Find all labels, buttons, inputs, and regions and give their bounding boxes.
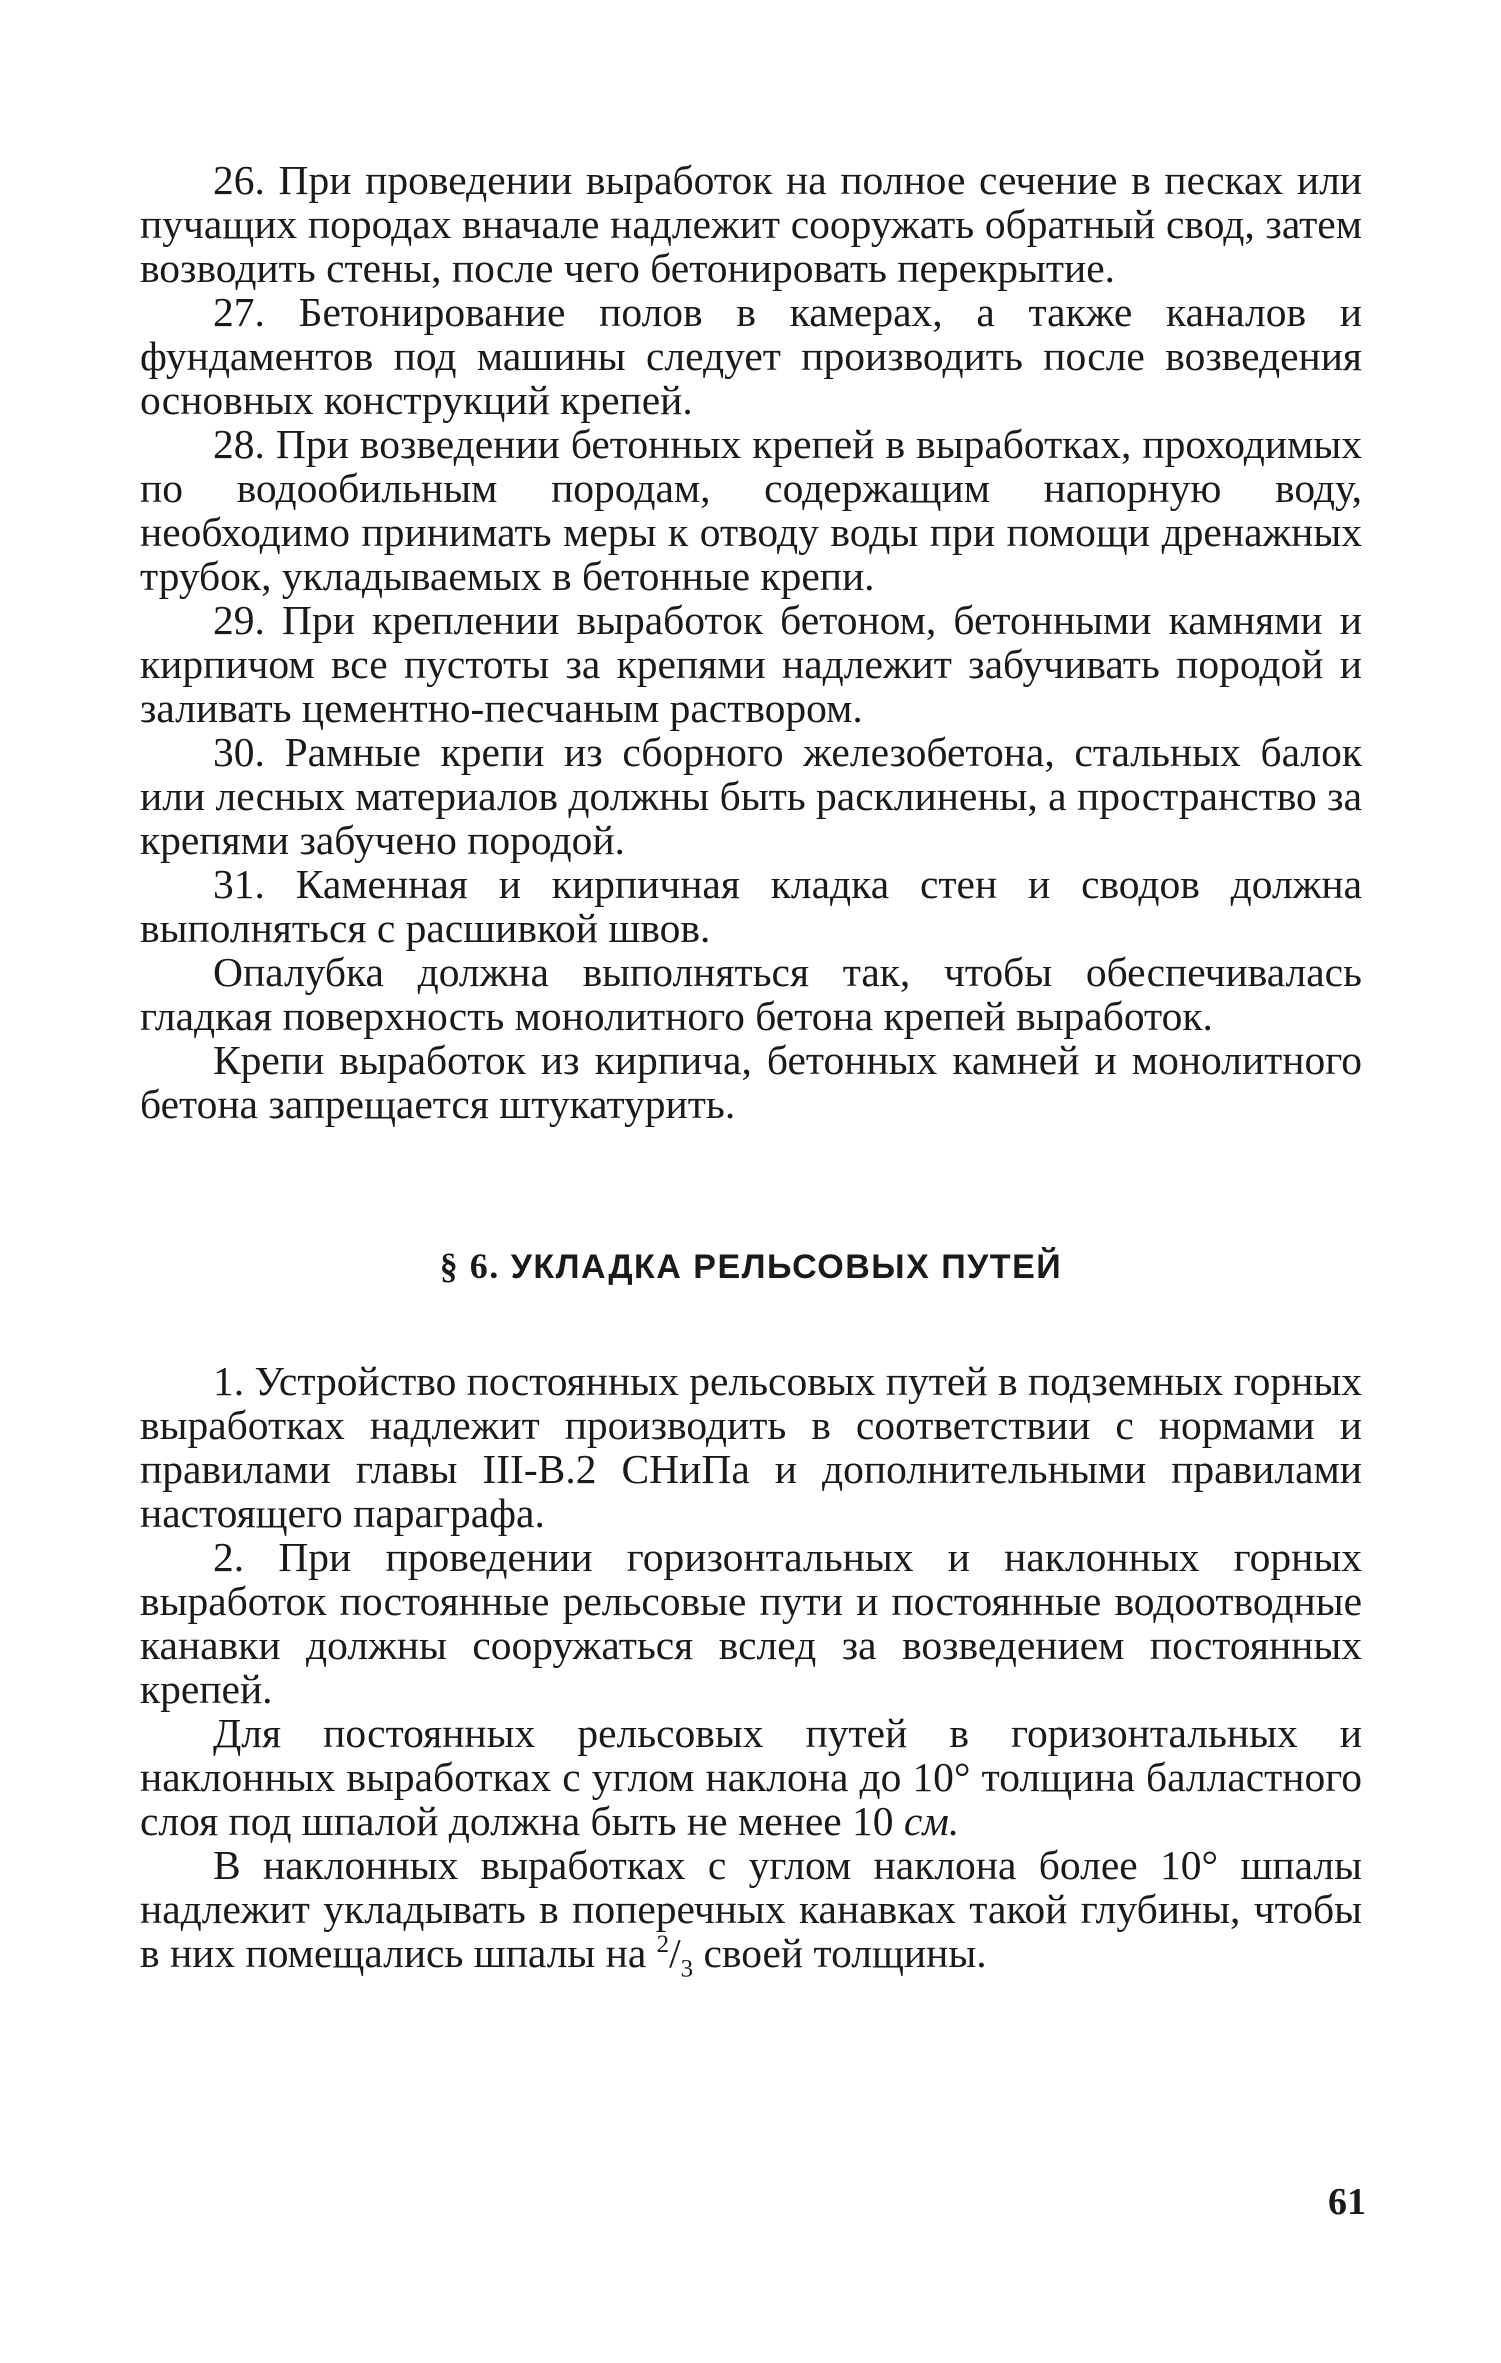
fraction-numerator: 2: [656, 1931, 670, 1959]
ballast-unit: см.: [903, 1798, 960, 1844]
paragraph-formwork: Опалубка должна выполняться так, чтобы обеспечивалась гладкая поверхность монолитного бетона крепей выработок.: [140, 949, 1362, 1039]
paragraph-plaster: Крепи выработок из кирпича, бетонных камней и монолитного бетона запрещается штукатурить.: [140, 1037, 1362, 1127]
page-number: 61: [1328, 2181, 1366, 2223]
page-body: [140, 157, 1362, 1983]
sleepers-end: своей толщины.: [703, 1930, 987, 1976]
paragraph-1: 1. Устройство постоянных рельсовых путей в подземных горных выработках надлежит производить в соответствии с нормами и правилами главы III-В.2 СНиПа и дополнительными правилами настоящего параграфа.: [140, 1358, 1362, 1536]
paragraph-31: 31. Каменная и кирпичная кладка стен и сводов должна выполняться с расшивкой швов.: [140, 861, 1362, 951]
paragraph-26: 26. При проведении выработок на полное сечение в песках или пучащих породах вначале надлежит сооружать обратный свод, затем возводить стены, после чего бетонировать перекрытие.: [140, 157, 1362, 291]
ballast-text: Для постоянных рельсовых путей в горизонтальных и наклонных выработках с углом наклона до 10° толщина балластного слоя под шпалой должна быть не менее 10: [140, 1710, 1362, 1844]
paragraph-27: 27. Бетонирование полов в камерах, а также каналов и фундаментов под машины следует производить после возведения основных конструкций крепей.: [140, 289, 1362, 423]
section-heading: [140, 1244, 1362, 1289]
paragraph-ballast: [140, 1711, 1362, 1843]
paragraph-28: 28. При возведении бетонных крепей в выработках, проходимых по водообильным породам, содержащим напорную воду, необходимо принимать меры к отводу воды при помощи дренажных трубок, укладываемых в бетонные крепи.: [140, 421, 1362, 599]
paragraph-2: 2. При проведении горизонтальных и наклонных горных выработок постоянные рельсовые пути и постоянные водоотводные канавки должны сооружаться вслед за возведением постоянных крепей.: [140, 1534, 1362, 1712]
paragraph-sleepers: В наклонных выработках с углом наклона более 10° шпалы надлежит укладывать в поперечных канавках такой глубины, чтобы в них помещались шпалы на $^2/_3$ своей толщины.: [140, 1842, 1362, 1983]
paragraph-29: 29. При креплении выработок бетоном, бетонными камнями и кирпичом все пустоты за крепями надлежит забучивать породой и заливать цементно-песчаным раствором.: [140, 597, 1362, 731]
paragraph-30: 30. Рамные крепи из сборного железобетона, стальных балок или лесных материалов должны быть расклинены, а пространство за крепями забучено породой.: [140, 729, 1362, 863]
section-number: § 6.: [439, 1246, 500, 1286]
section-title: УКЛАДКА РЕЛЬСОВЫХ ПУТЕЙ: [510, 1248, 1063, 1286]
sleepers-text: В наклонных выработках с углом наклона более 10° шпалы надлежит укладывать в поперечных канавках такой глубины, чтобы в них помещались шпалы на: [140, 1842, 1362, 1976]
fraction-denominator: 3: [680, 1955, 694, 1983]
